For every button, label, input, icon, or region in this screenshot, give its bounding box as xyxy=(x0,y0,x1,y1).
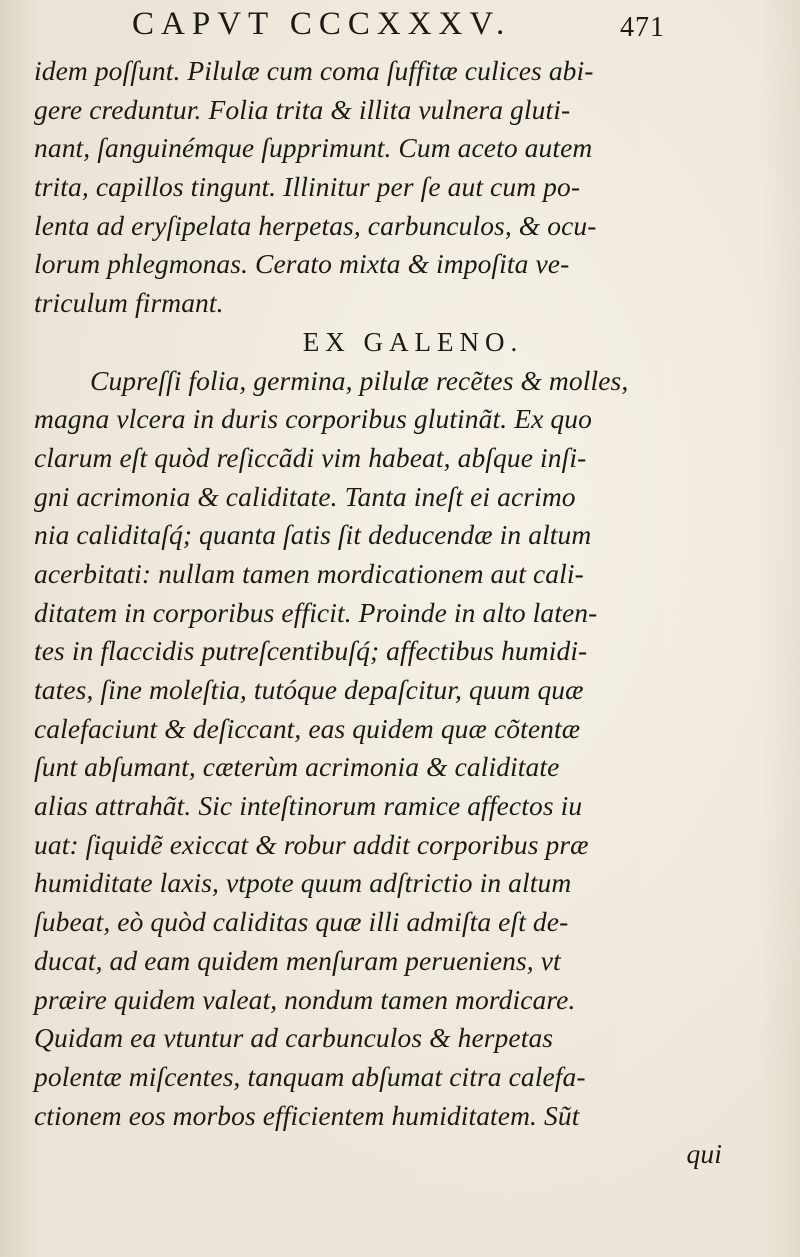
text-line: tes in flaccidis putreſcentibuſq́; affectibus humidi- xyxy=(34,635,588,667)
text-line: ctionem eos morbos efficientem humiditatem. Sũt xyxy=(34,1099,580,1131)
text-line: idem poſſunt. Pilulæ cum coma ſuffitæ culices abi- xyxy=(34,55,594,86)
section-heading: EX GALENO. xyxy=(302,326,524,357)
text-line: ſunt abſumant, cæterùm acrimonia & caliditate xyxy=(34,751,560,783)
text-line: gni acrimonia & caliditate. Tanta ineſt ei acrimo xyxy=(34,480,576,512)
text-line: polentæ miſcentes, tanquam abſumat citra calefa- xyxy=(34,1060,586,1092)
page-header xyxy=(0,2,800,46)
text-line: ſubeat, eò quòd caliditas quæ illi admiſta eſt de- xyxy=(34,906,569,938)
body-text xyxy=(34,52,774,1174)
text-line: nia caliditaſq́; quanta ſatis ſit deducendæ in altum xyxy=(34,519,592,551)
text-line: magna vlcera in duris corporibus glutinãt. Ex quo xyxy=(34,403,592,435)
text-line: humiditate laxis, vtpote quum adſtrictio in altum xyxy=(34,867,572,899)
page-number: 471 xyxy=(620,12,665,43)
text-line: acerbitati: nullam tamen mordicationem aut cali- xyxy=(34,557,584,589)
text-line: gere creduntur. Folia trita & illita vulnera gluti- xyxy=(34,93,571,125)
text-line: ditatem in corporibus efficit. Proinde in alto laten- xyxy=(34,596,598,628)
text-line: triculum firmant. xyxy=(34,287,224,319)
running-head: CAPVT CCCXXXV. xyxy=(132,6,512,42)
text-line: ducat, ad eam quidem menſuram perueniens, vt xyxy=(34,944,561,976)
text-line: præire quidem valeat, nondum tamen mordicare. xyxy=(34,983,576,1015)
text-line: lorum phlegmonas. Cerato mixta & impoſita ve- xyxy=(34,248,570,280)
text-line: alias attrahãt. Sic inteſtinorum ramice affectos iu xyxy=(34,790,583,822)
text-line: lenta ad eryſipelata herpetas, carbunculos, & ocu- xyxy=(34,209,597,241)
text-line: Cupreſſi folia, germina, pilulæ recẽtes & molles, xyxy=(90,364,629,396)
text-line: nant, ſanguinémque ſupprimunt. Cum aceto autem xyxy=(34,132,593,164)
text-line: tates, ſine moleſtia, tutóque depaſcitur, quum quæ xyxy=(34,674,584,705)
text-line: calefaciunt & deſiccant, eas quidem quæ cõtentæ xyxy=(34,712,581,744)
catchword: qui xyxy=(686,1138,722,1170)
text-line: clarum eſt quòd reſiccãdi vim habeat, abſque inſi- xyxy=(34,441,587,473)
text-line: trita, capillos tingunt. Illinitur per ſe aut cum po- xyxy=(34,171,581,203)
text-line: Quidam ea vtuntur ad carbunculos & herpetas xyxy=(34,1022,554,1054)
text-line: uat: ſiquidẽ exiccat & robur addit corporibus præ xyxy=(34,828,589,860)
